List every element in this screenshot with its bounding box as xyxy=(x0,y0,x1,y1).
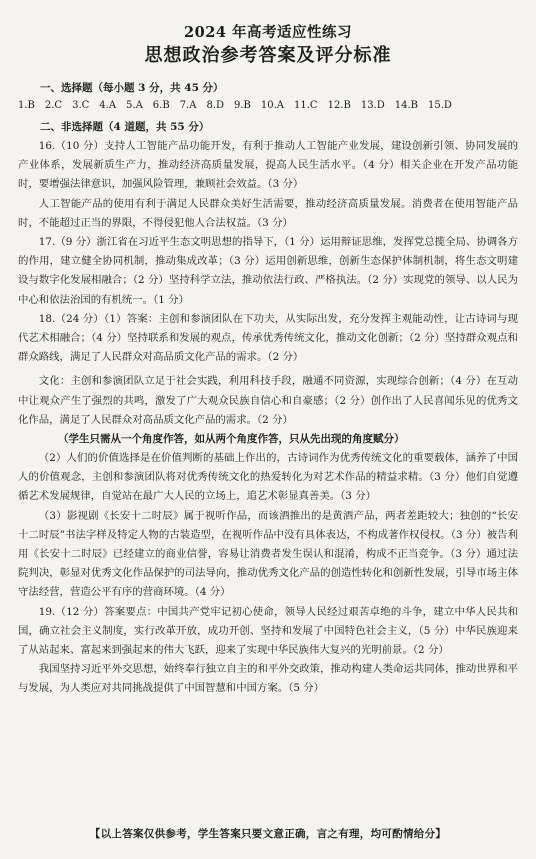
answer-paragraph-16: 16.（10 分）支持人工智能产品功能开发，有利于推动人工智能产业发展，建设创新引领、协同发展的产业体系，发展新质生产力，推动经济高质量发展，提高人民生活水平。（4 分）相关企业在开发产品功能时，要增强法律意识，加强风险管理，兼顾社会效益。（3 分） xyxy=(18,140,518,191)
answer-paragraph-19-diplomacy: 我国坚持习近平外交思想，始终奉行独立自主的和平外交政策，推动构建人类命运共同体，推动世界和平与发展，为人类应对共同挑战提供了中国智慧和中国方案。（5 分） xyxy=(18,663,518,695)
answer-paragraph-18-2: （2）人们的价值选择是在价值判断的基础上作出的，古诗词作为优秀传统文化的重要载体，涵养了中国人的价值观念，主创和参演团队将对优秀传统文化的热爱转化为对艺术作品的精益求精。（3 分）他们自觉遵循艺术发展规律，自觉站在最广大人民的立场上，追艺术彰显真善美。（3 分） xyxy=(18,452,518,503)
answer-paragraph-17: 17.（9 分）浙江省在习近平生态文明思想的指导下，（1 分）运用辩证思维，发挥党总揽全局、协调各方的作用，建立健全协同机制，推动集成改革；（3 分）运用创新思维，创新生态保护体制机制，将生态文明建设与数字化发展相融合；（2 分）坚持科学立法，推动依法行政、严格执法。（2 分）实现党的领导、以人民为中心和依法治国的有机统一。（1 分） xyxy=(18,236,518,306)
answer-paragraph-19: 19.（12 分）答案要点：中国共产党牢记初心使命，领导人民经过艰苦卓绝的斗争，建立中华人民共和国，确立社会主义制度，实行改革开放，成功开创、坚持和发展了中国特色社会主义，（5 分）中华民族迎来了从站起来、富起来到强起来的伟大飞跃，迎来了实现中华民族伟大复兴的光明前景。（2 分） xyxy=(18,605,518,657)
answer-paragraph-18-3: （3）影视剧《长安十二时辰》属于视听作品，而该酒推出的是黄酒产品，两者差距较大；独创的“长安十二时辰”书法字样及特定人物的古装造型，在视听作品中没有具体表达，不构成著作权侵权。（3 分）被告利用《长安十二时辰》已经建立的商业信誉，容易让消费者发生误认和混淆，构成不正当竞争。（3 分）通过法院判决，彰显对优秀文化作品保护的司法导向，推动优秀文化产品的创造性转化和创新性发展，引导市场主体守法经营，营造公平有序的营商环境。（4 分） xyxy=(18,509,518,599)
exam-title: 2024 年高考适应性练习 xyxy=(184,24,352,41)
answer-paragraph-16-consumer: 人工智能产品的使用有利于满足人民群众美好生活需要，推动经济高质量发展。消费者在使用智能产品时，不能超过正当的界限，不得侵犯他人合法权益。（3 分） xyxy=(18,197,518,229)
scoring-note: （学生只需从一个角度作答，如从两个角度作答，只从先出现的角度赋分） xyxy=(58,433,405,446)
section-heading-multiple-choice: 一、选择题（每小题 3 分，共 45 分） xyxy=(40,82,224,94)
answer-paragraph-18-culture: 文化：主创和参演团队立足于社会实践，利用科技手段，融通不同资源，实现综合创新；（4 分）在互动中让观众产生了强烈的共鸣，激发了广大观众民族自信心和自豪感；（2 分）创作出了人民喜闻乐见的优秀文化作品，满足了人民群众对高品质文化产品的需求。（2 分） xyxy=(18,375,518,426)
document-subtitle: 思想政治参考答案及评分标准 xyxy=(144,45,392,66)
multiple-choice-answers: 1.B 2.C 3.C 4.A 5.A 6.B 7.A 8.D 9.B 10.A 11.C 12.B 13.D 14.B 15.D xyxy=(18,100,452,111)
answer-paragraph-18-1: 18.（24 分）（1）答案：主创和参演团队在下功夫，从实际出发，充分发挥主观能动性，让古诗词与现代艺术相融合；（4 分）坚持联系和发展的观点，传承优秀传统文化，推动文化创新；（2 分）坚持群众观点和群众路线，满足了人民群众对高品质文化产品的需求。（2 分） xyxy=(18,312,518,364)
section-heading-non-choice: 二、非选择题（4 道题，共 55 分） xyxy=(40,121,210,133)
footer-note: 【以上答案仅供参考，学生答案只要文意正确，言之有理，均可酌情给分】 xyxy=(89,828,447,840)
